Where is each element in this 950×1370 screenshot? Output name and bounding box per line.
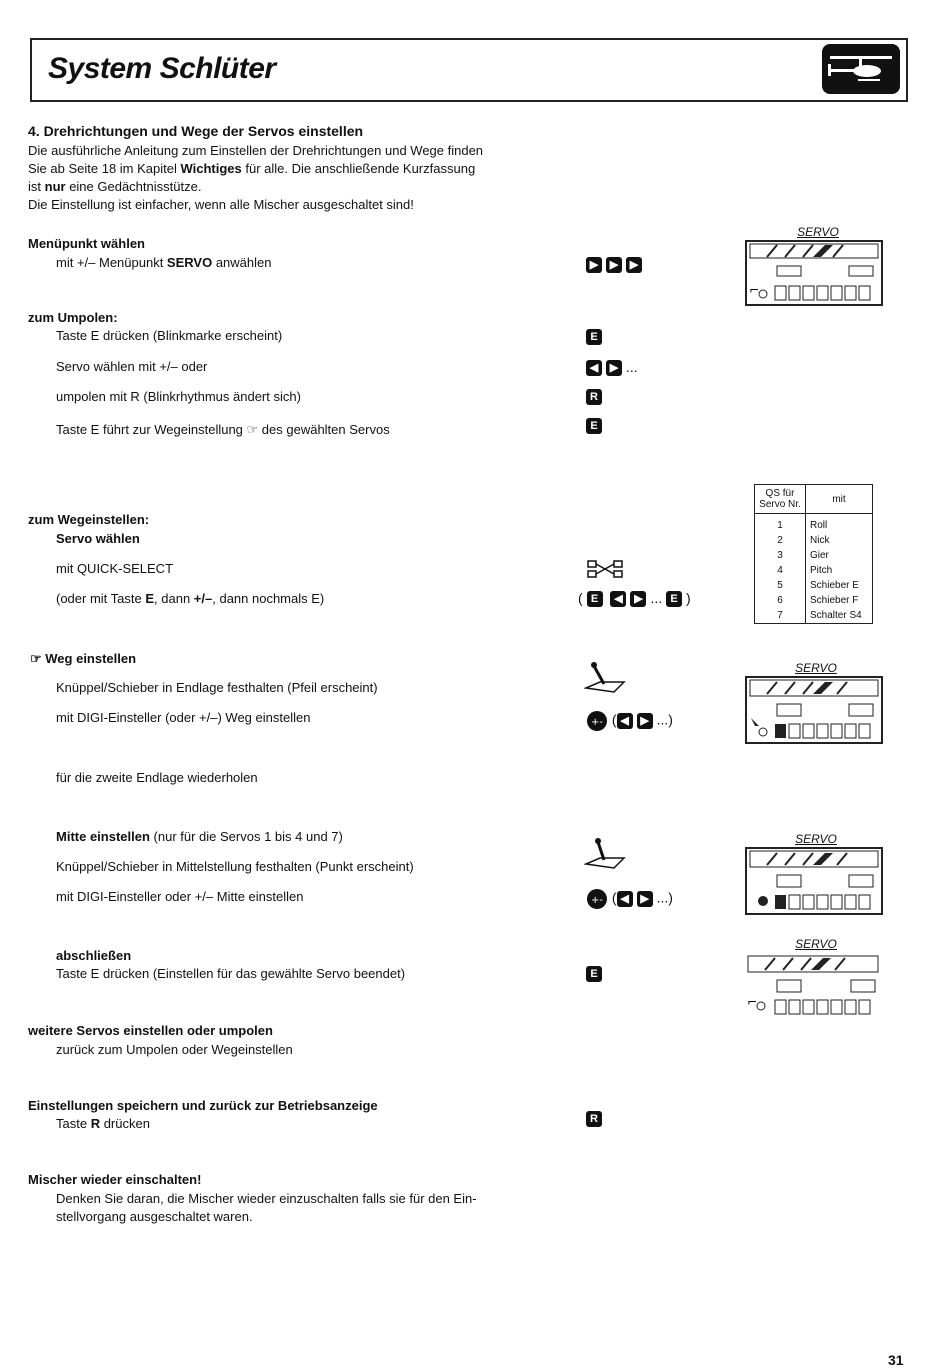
umpolen-step: Servo wählen mit +/– oder [56,359,208,374]
intro-line: Die ausführliche Anleitung zum Einstellen der Drehrichtungen und Wege finden [28,143,484,158]
menu-step: mit +/– Menüpunkt SERVO anwählen [56,255,272,270]
quick-select-icon [586,558,626,585]
umpolen-step: Taste E führt zur Wegeinstellung ☞ des gewählten Servos [56,422,390,437]
table-row: 7 Schalter S4 [755,608,872,623]
menu-keys [586,256,646,273]
mischer-line: stellvorgang ausgeschaltet waren. [56,1209,253,1224]
servo-lcd-display [745,952,883,1020]
umpolen-step: Taste E drücken (Blinkmarke erscheint) [56,328,283,343]
arrow-right-key-icon: ▶ [626,257,642,273]
digi-dial-icon [586,888,608,910]
weitere-step: zurück zum Umpolen oder Wegeinstellen [56,1042,293,1057]
speichern-step: Taste R drücken [56,1116,150,1131]
table-row: 1 Roll [755,514,872,534]
arrow-left-key-icon: ◀ [617,891,633,907]
table-row: 5 Schieber E [755,578,872,593]
section-heading: 4. Drehrichtungen und Wege der Servos einstellen [28,123,364,139]
svg-text:⌐: ⌐ [747,995,758,1009]
weg-step: Knüppel/Schieber in Endlage festhalten (Pfeil erscheint) [56,680,378,695]
key-e [586,417,606,434]
umpolen-step: umpolen mit R (Blinkrhythmus ändert sich) [56,389,301,404]
weg-step: für die zweite Endlage wiederholen [56,770,258,785]
wege-step: mit QUICK-SELECT [56,561,174,576]
key-e [586,328,606,345]
table-row: 4 Pitch [755,563,872,578]
digi-dial-icon [586,710,608,732]
mischer-line: Denken Sie daran, die Mischer wieder einzuschalten falls sie für den Ein- [56,1191,477,1206]
arrow-right-key-icon: ▶ [637,891,653,907]
table-header-mit: mit [806,485,873,514]
wege-sub: Servo wählen [56,531,140,546]
arrow-right-key-icon: ▶ [606,360,622,376]
servo-lcd-display [745,676,883,744]
lcd-label: SERVO [795,832,837,846]
e-key-icon: E [586,966,602,982]
ellipsis: ... [626,359,638,375]
page-title: System Schlüter [48,52,276,85]
arrow-right-key-icon: ▶ [606,257,622,273]
servo-lcd-display [745,240,883,306]
svg-text:+-: +- [591,717,603,728]
key-e [586,965,606,982]
digi-keys: +- ( ◀ ▶ ...) [586,888,673,910]
lcd-label: SERVO [797,225,839,239]
r-key-icon: R [586,1111,602,1127]
lcd-label: SERVO [795,661,837,675]
mitte-heading: Mitte einstellen (nur für die Servos 1 bis 4 und 7) [56,829,343,844]
menu-heading: Menüpunkt wählen [28,236,145,251]
weg-step: mit DIGI-Einsteller (oder +/–) Weg einstellen [56,710,311,725]
key-r [586,388,606,405]
r-key-icon: R [586,389,602,405]
servo-lcd-display [745,847,883,915]
svg-text:+-: +- [591,895,603,906]
alt-select-keys: ( E ◀ ▶ ... E ) [578,590,691,606]
arrow-right-key-icon: ▶ [630,591,646,607]
stick-icon [584,836,628,877]
table-row: 2 Nick [755,533,872,548]
mitte-step: Knüppel/Schieber in Mittelstellung festhalten (Punkt erscheint) [56,859,414,874]
abschluss-heading: abschließen [56,948,132,963]
speichern-heading: Einstellungen speichern und zurück zur Betriebsanzeige [28,1098,378,1113]
select-keys [586,359,638,376]
abschluss-step: Taste E drücken (Einstellen für das gewählte Servo beendet) [56,966,406,981]
wege-heading: zum Wegeinstellen: [28,512,150,527]
table-header-qs: QS für Servo Nr. [755,485,806,514]
helicopter-icon [822,44,900,94]
arrow-right-key-icon: ▶ [637,713,653,729]
e-key-icon: E [586,418,602,434]
intro-line: Die Einstellung ist einfacher, wenn alle Mischer ausgeschaltet sind! [28,197,414,212]
e-key-icon: E [586,329,602,345]
arrow-left-key-icon: ◀ [586,360,602,376]
weitere-heading: weitere Servos einstellen oder umpolen [28,1023,273,1038]
intro-line: ist nur eine Gedächtnisstütze. [28,179,202,194]
umpolen-heading: zum Umpolen: [28,310,118,325]
lcd-label: SERVO [795,937,837,951]
arrow-left-key-icon: ◀ [617,713,633,729]
mitte-step: mit DIGI-Einsteller oder +/– Mitte einstellen [56,889,304,904]
key-r [586,1110,606,1127]
arrow-left-key-icon: ◀ [610,591,626,607]
page-number: 31 [888,1352,904,1368]
table-row: 3 Gier [755,548,872,563]
table-row: 6 Schieber F [755,593,872,608]
arrow-right-key-icon: ▶ [586,257,602,273]
stick-icon [584,660,628,701]
intro-line: Sie ab Seite 18 im Kapitel Wichtiges für alle. Die anschließende Kurzfassung [28,161,476,176]
svg-text:⌐: ⌐ [749,283,760,297]
wege-step: (oder mit Taste E, dann +/–, dann nochmals E) [56,591,325,606]
e-key-icon: E [587,591,603,607]
intro-text [28,142,588,214]
digi-keys: +- ( ◀ ▶ ...) [586,710,673,732]
mischer-heading: Mischer wieder einschalten! [28,1172,202,1187]
weg-heading: ☞ Weg einstellen [30,651,137,666]
servo-quick-select-table [754,484,873,624]
mischer-text [56,1190,477,1226]
e-key-icon: E [666,591,682,607]
